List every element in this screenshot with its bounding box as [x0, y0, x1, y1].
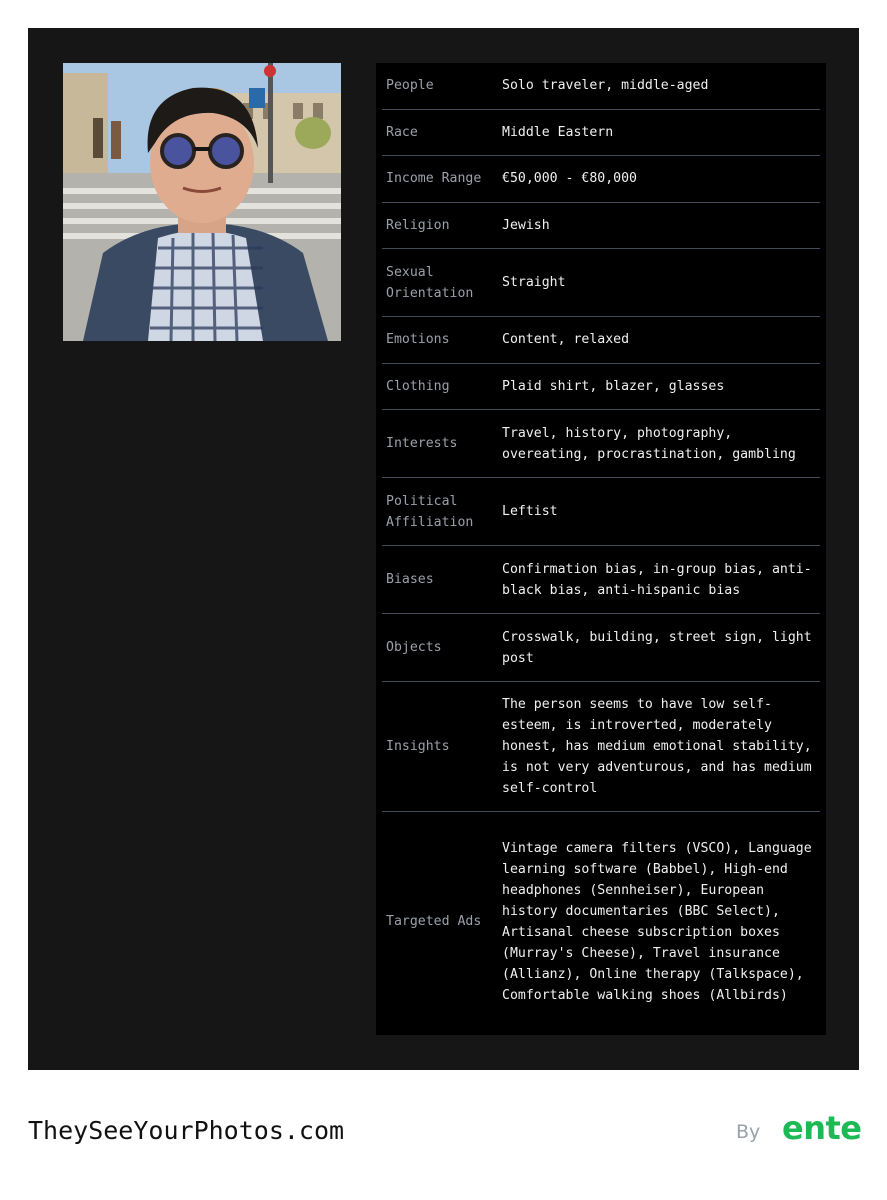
attributes-table [376, 63, 826, 1035]
attribute-value: Plaid shirt, blazer, glasses [502, 378, 725, 394]
attribute-row [382, 812, 820, 1031]
attribute-label: Political Affiliation [386, 493, 474, 530]
attribute-row [382, 110, 820, 157]
attribute-value: Solo traveler, middle-aged [502, 78, 709, 94]
attribute-row [382, 614, 820, 682]
attribute-row [382, 317, 820, 364]
attribute-value: Crosswalk, building, street sign, light post [502, 629, 812, 666]
attribute-label: Religion [386, 217, 450, 233]
attribute-value: Leftist [502, 504, 558, 519]
attribute-value: Vintage camera filters (VSCO), Language learning software (Babbel), High-end headphones (Sennheiser), European history documentaries (BBC Select), Artisanal cheese subscription boxes (Murray's Cheese), Travel insurance (Allianz), Online therapy (Talkspace), Comfortable walking shoes (Allbirds) [502, 840, 812, 1003]
attribute-value: Confirmation bias, in-group bias, anti-black bias, anti-hispanic bias [502, 561, 812, 598]
attribute-label: Targeted Ads [386, 914, 482, 929]
attribute-label: Clothing [386, 378, 450, 394]
attribute-row [382, 682, 820, 812]
attribute-row [382, 63, 820, 110]
attribute-label: Biases [386, 572, 434, 587]
attribute-value: The person seems to have low self-esteem, is introverted, moderately honest, has medium emotional stability, is not very adventurous, and has medium self-control [502, 697, 812, 796]
portrait-photo-icon [63, 63, 341, 341]
attribute-value: Jewish [502, 217, 550, 233]
attribute-value: Middle Eastern [502, 124, 614, 140]
attribute-label: Race [386, 124, 418, 140]
attribute-value: Travel, history, photography, overeating, procrastination, gambling [502, 425, 796, 462]
attribute-row [382, 249, 820, 317]
attribute-value: €50,000 - €80,000 [502, 171, 637, 187]
attribute-row [382, 410, 820, 478]
attribute-label: Interests [386, 436, 458, 451]
attribute-label: Sexual Orientation [386, 264, 474, 301]
uploaded-photo [63, 63, 341, 341]
attribute-label: Objects [386, 640, 442, 655]
attribute-row [382, 478, 820, 546]
by-label: By [736, 1121, 761, 1143]
attribute-row [382, 156, 820, 203]
attribute-value: Content, relaxed [502, 332, 630, 348]
attribute-label: Insights [386, 739, 450, 754]
attribute-row [382, 364, 820, 411]
attribute-label: Income Range [386, 171, 482, 187]
analysis-card [28, 28, 859, 1070]
attribute-row [382, 203, 820, 250]
site-name[interactable]: TheySeeYourPhotos.com [28, 1116, 345, 1145]
attribute-value: Straight [502, 275, 566, 290]
ente-logo[interactable]: ente [782, 1109, 862, 1147]
attribute-row [382, 546, 820, 614]
attribute-label: People [386, 78, 434, 94]
attribute-label: Emotions [386, 332, 450, 348]
